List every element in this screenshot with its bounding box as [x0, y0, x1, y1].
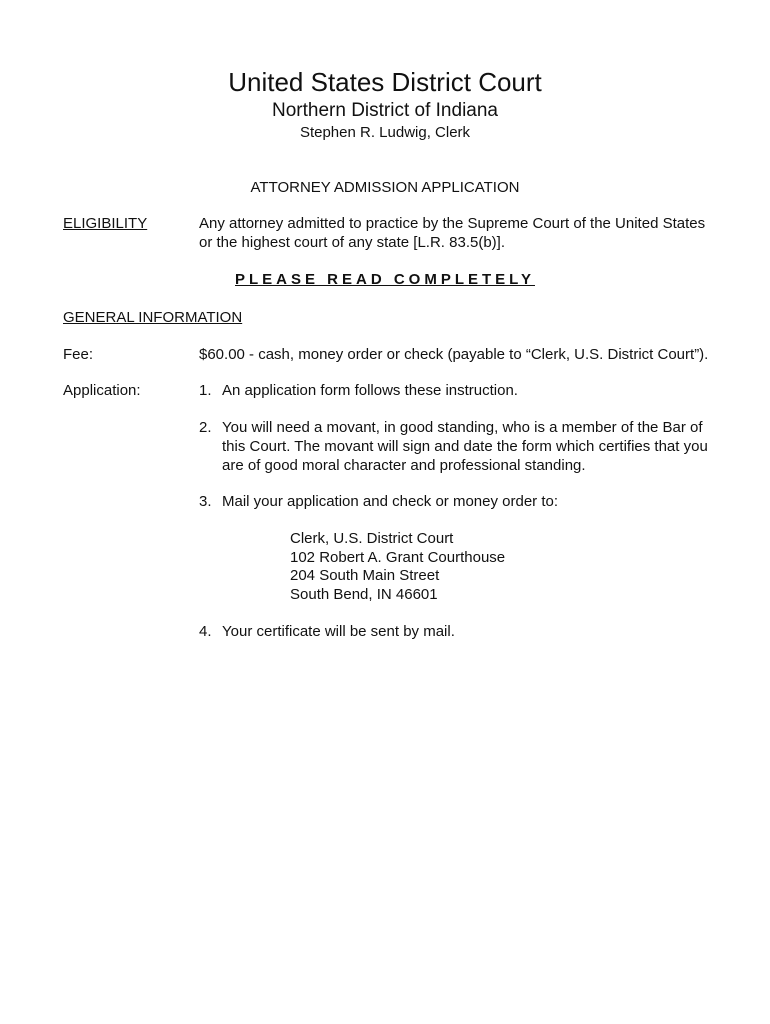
mailing-address-line: Clerk, U.S. District Court [290, 530, 454, 547]
list-item-text: this Court. The movant will sign and date the form which certifies that you [222, 438, 708, 455]
list-item-number: 3. [199, 493, 212, 510]
mailing-address-line: South Bend, IN 46601 [290, 586, 438, 603]
read-completely-notice: PLEASE READ COMPLETELY [235, 271, 535, 288]
list-item-text: are of good moral character and professional standing. [222, 457, 586, 474]
district-name: Northern District of Indiana [272, 100, 498, 121]
mailing-address-line: 102 Robert A. Grant Courthouse [290, 549, 506, 566]
list-item-text: An application form follows these instruction. [222, 382, 518, 399]
mailing-address-line: 204 South Main Street [290, 567, 440, 584]
clerk-name: Stephen R. Ludwig, Clerk [299, 124, 471, 141]
court-title: United States District Court [228, 67, 542, 97]
eligibility-label: ELIGIBILITY [63, 215, 148, 232]
eligibility-text-line-2: or the highest court of any state [L.R. 83.5(b)]. [199, 234, 505, 251]
general-information-heading: GENERAL INFORMATION [63, 309, 243, 326]
list-item-text: Your certificate will be sent by mail. [222, 623, 455, 640]
application-label: Application: [63, 382, 141, 399]
list-item-number: 1. [199, 382, 212, 399]
fee-label: Fee: [63, 346, 94, 363]
list-item-text: Mail your application and check or money order to: [222, 493, 559, 510]
list-item-text: You will need a movant, in good standing, who is a member of the Bar of [222, 419, 703, 436]
fee-text: $60.00 - cash, money order or check (payable to “Clerk, U.S. District Court”). [199, 346, 709, 363]
list-item-number: 4. [199, 623, 212, 640]
list-item-number: 2. [199, 419, 212, 436]
application-title: ATTORNEY ADMISSION APPLICATION [250, 179, 520, 196]
eligibility-text-line-1: Any attorney admitted to practice by the Supreme Court of the United States [199, 215, 706, 232]
